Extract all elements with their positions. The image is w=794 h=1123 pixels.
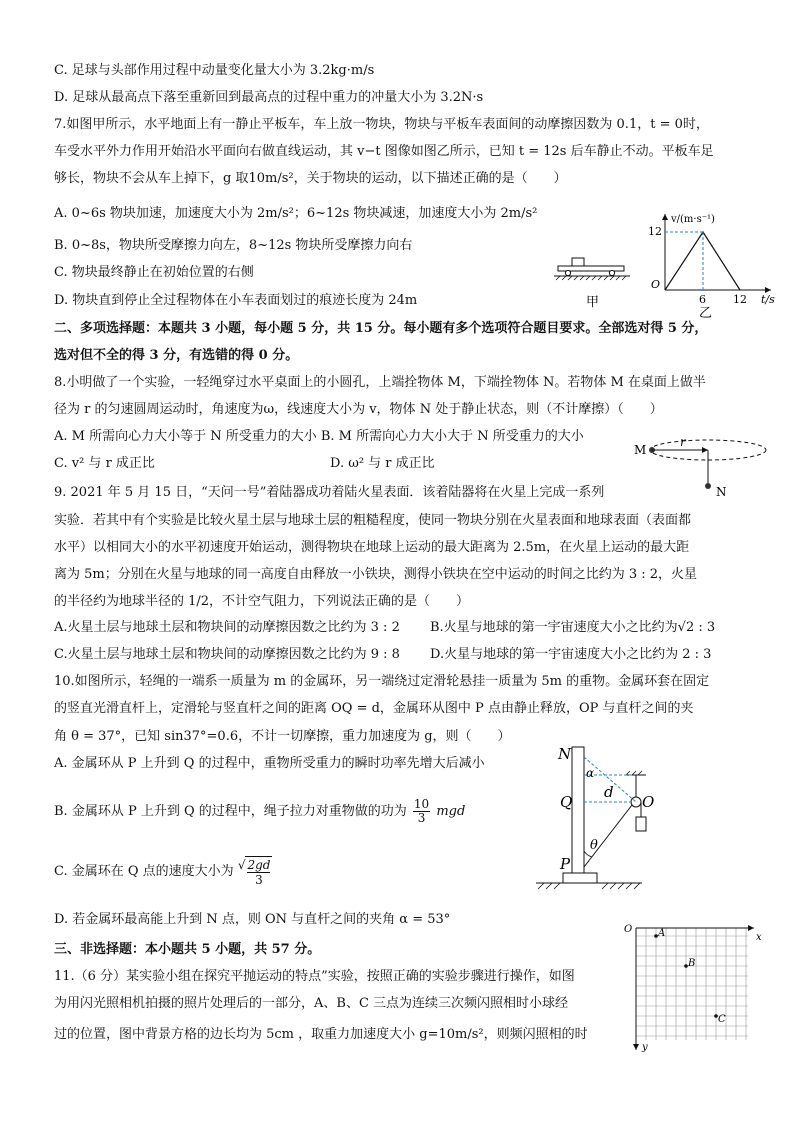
q8-option-c: C. v² 与 r 成正比 (54, 456, 155, 471)
q10-option-c-sqrt: √ $\frac{2gd}{3}$ (237, 858, 271, 887)
q8-fig-r: r (680, 435, 686, 449)
q7-stem-line-2: 车受水平外力作用开始沿水平面向右做直线运动，其 v−t 图像如图乙所示，已知 t = 12s 后车静止不动。平板车足 (54, 144, 714, 159)
q6-option-c: C. 足球与头部作用过程中动量变化量大小为 3.2kg·m/s (54, 63, 375, 78)
q10-option-c (54, 856, 272, 887)
q7-fig-yi-ylabel: v/(m·s⁻¹) (671, 214, 715, 225)
q11-fig-c: C (718, 1014, 726, 1025)
q7-fig-jia-label: 甲 (586, 295, 600, 310)
q10-option-c-text: C. 金属环在 Q 点的速度大小为 (54, 864, 234, 879)
q10-option-b-numerator: 10 (413, 797, 430, 811)
q11-fig-y: y (642, 1042, 648, 1053)
q10-option-b-denominator: 3 (417, 811, 426, 825)
q7-option-b: B. 0~8s，物块所受摩擦力向左，8~12s 物块所受摩擦力向右 (54, 238, 413, 253)
q10-option-c-numerator: 2gd (247, 858, 271, 872)
q10-fig-d: d (604, 783, 614, 801)
q9-option-b: B.火星与地球的第一宇宙速度大小之比约为√2 : 3 (430, 620, 716, 635)
q10-stem-line-1: 10.如图所示，轻绳的一端系一质量为 m 的金属环，另一端绕过定滑轮悬挂一质量为 5m 的重物。金属环套在固定 (54, 674, 710, 689)
q10-fig-q: Q (560, 793, 573, 811)
q9-stem-line-4: 离为 5m；分别在火星与地球的同一高度自由释放一小铁块，测得小铁块在空中运动的时间之比约为 3 : 2，火星 (54, 567, 698, 582)
q8-stem-line-1: 8.小明做了一个实验，一轻绳穿过水平桌面上的小圆孔，上端拴物体 M，下端拴物体 N。若物体 M 在桌面上做半 (54, 375, 706, 390)
q10-option-b-fraction (413, 798, 430, 825)
q9-option-a: A.火星土层与地球土层和物块间的动摩擦因数之比约为 3 : 2 (54, 620, 400, 635)
q10-stem-line-3: 角 θ = 37°，已知 sin37°=0.6，不计一切摩擦，重力加速度为 g，则（ ） (54, 729, 511, 744)
q9-stem-line-3: 水平）以相同大小的水平初速度开始运动，测得物块在地球上运动的最大距离为 2.5m，在火星上运动的最大距 (54, 540, 690, 555)
q10-fig-o: O (642, 793, 655, 811)
q7-option-c: C. 物块最终静止在初始位置的右侧 (54, 265, 254, 280)
q8-fig-m: M (634, 443, 647, 457)
q7-figure-jia (550, 252, 640, 314)
q9-stem-line-1: 9. 2021 年 5 月 15 日，“天问一号”着陆器成功着陆火星表面．该着陆器将在火星上完成一系列 (54, 485, 605, 500)
q7-fig-yi-tick-12: 12 (648, 225, 662, 238)
q10-fig-n: N (558, 745, 572, 763)
q8-option-d: D. ω² 与 r 成正比 (330, 456, 435, 471)
q7-fig-yi-xlabel: t/s (761, 293, 775, 306)
q10-option-b (54, 798, 465, 825)
q10-option-d: D. 若金属环最高能上升到 N 点，则 ON 与直杆之间的夹角 α = 53° (54, 912, 451, 927)
q11-figure (620, 922, 770, 1058)
q7-option-d: D. 物块直到停止全过程物体在小车表面划过的痕迹长度为 24m (54, 293, 418, 308)
q11-stem-line-2: 为用闪光照相机拍摄的照片处理后的一部分，A、B、C 三点为连续三次频闪照相时小球经 (54, 996, 569, 1011)
q10-figure (530, 745, 655, 895)
q11-fig-b: B (688, 958, 696, 969)
q8-figure (630, 420, 790, 500)
section-3-heading: 三、非选择题：本小题共 5 小题，共 57 分。 (54, 942, 321, 957)
q11-fig-x: x (756, 932, 762, 943)
q7-figure-yi (643, 210, 788, 321)
q9-stem-line-2: 实验．若其中有个实验是比较火星土层与地球土层的粗糙程度，使同一物块分别在火星表面和地球表面（表面都 (54, 513, 692, 528)
q8-option-ab: A. M 所需向心力大小等于 N 所受重力的大小 B. M 所需向心力大小大于 N 所受重力的大小 (54, 429, 584, 444)
q11-fig-origin: O (624, 924, 633, 935)
q10-fig-alpha: α (586, 766, 595, 780)
q10-option-c-denominator: 3 (255, 873, 263, 887)
q7-fig-yi-tick-12x: 12 (733, 293, 747, 306)
section-2-heading-line-1: 二、多项选择题：本题共 3 小题，每小题 5 分，共 15 分。每小题有多个选项符合题目要求。全部选对得 5 分， (54, 321, 708, 336)
q9-stem-line-5: 的半径约为地球半径的 1/2，不计空气阻力，下列说法正确的是（ ） (54, 594, 470, 609)
section-2-heading-line-2: 选对但不全的得 3 分，有选错的得 0 分。 (54, 348, 299, 363)
q10-option-b-unit: mgd (436, 804, 466, 819)
q6-option-d: D. 足球从最高点下落至重新回到最高点的过程中重力的冲量大小为 3.2N·s (54, 90, 484, 105)
q7-fig-yi-label: 乙 (699, 306, 713, 321)
q7-fig-yi-origin: O (651, 278, 661, 291)
q10-option-a: A. 金属环从 P 上升到 Q 的过程中，重物所受重力的瞬时功率先增大后减小 (54, 756, 485, 771)
q7-stem-line-3: 够长，物块不会从车上掉下，g 取10m/s²，关于物块的运动，以下描述正确的是（ ） (54, 171, 567, 186)
q11-stem-line-3: 过的位置，图中背景方格的边长均为 5cm ，取重力加速度大小 g=10m/s²，则频闪照相的时 (54, 1027, 588, 1042)
q10-fig-theta: θ (590, 838, 598, 853)
q8-stem-line-2: 径为 r 的匀速圆周运动时，角速度为ω，线速度大小为 v，物体 N 处于静止状态，则（不计摩擦）（ ） (54, 402, 663, 417)
q8-fig-n: N (716, 485, 727, 499)
q9-option-c: C.火星土层与地球土层和物块间的动摩擦因数之比约为 9 : 8 (54, 647, 400, 662)
q7-stem-line-1: 7.如图甲所示，水平地面上有一静止平板车，车上放一物块，物块与平板车表面间的动摩擦因数为 0.1，t = 0时， (54, 117, 709, 132)
q11-fig-a: A (658, 928, 666, 939)
q7-fig-yi-tick-6: 6 (699, 293, 706, 306)
q10-fig-p: P (560, 855, 571, 873)
q10-option-b-text: B. 金属环从 P 上升到 Q 的过程中，绳子拉力对重物做的功为 (54, 804, 407, 819)
q7-option-a: A. 0~6s 物块加速，加速度大小为 2m/s²；6~12s 物块减速，加速度大小为 2m/s² (54, 206, 538, 221)
q11-stem-line-1: 11.（6 分）某实验小组在探究平抛运动的特点”实验，按照正确的实验步骤进行操作，如图 (54, 969, 575, 984)
q10-stem-line-2: 的竖直光滑直杆上，定滑轮与竖直杆之间的距离 OQ = d，金属环从图中 P 点由静止释放，OP 与直杆之间的夹 (54, 701, 694, 716)
q9-option-d: D.火星与地球的第一宇宙速度大小之比约为 2 : 3 (430, 647, 712, 662)
